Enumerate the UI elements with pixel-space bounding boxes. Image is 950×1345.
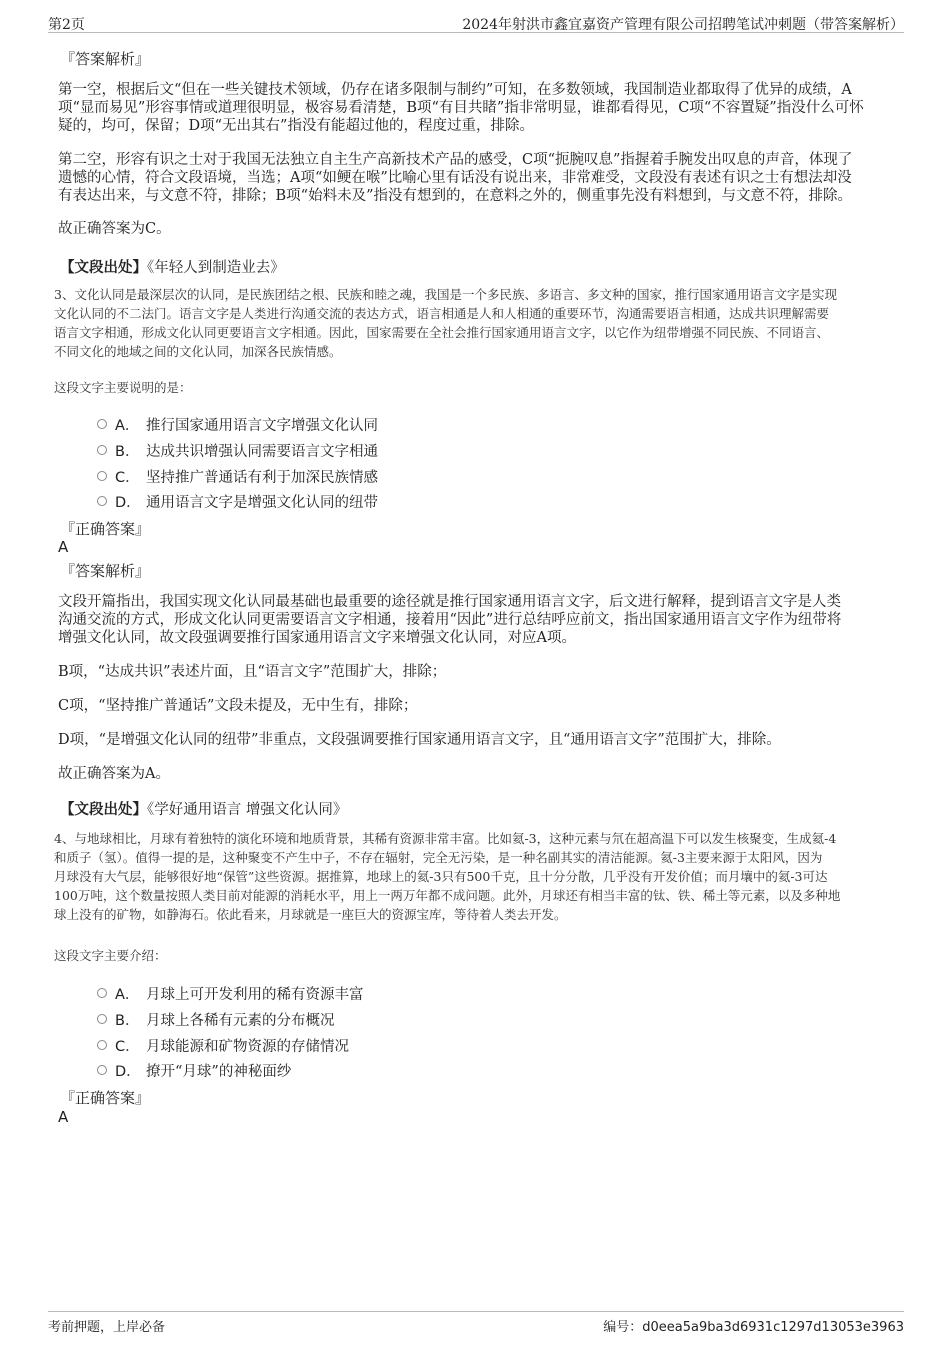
radio-button[interactable] [97, 1040, 107, 1050]
correct-answer-label: 『正确答案』 [60, 520, 151, 538]
option-letter: A． [115, 987, 140, 1003]
text-line: 球上没有的矿物，如静海石。依此看来，月球就是一座巨大的资源宝库，等待着人类去开发。 [54, 907, 567, 922]
text-line: 100万吨，这个数量按照人类目前对能源的消耗水平，用上一两万年都不成问题。此外，月球还有相当丰富的钛、铁、稀土等元素，以及多种地 [54, 888, 841, 903]
option-letter: B． [115, 1013, 140, 1029]
question-3-prompt: 这段文字主要说明的是： [54, 380, 192, 395]
text-line: 第二空，形容有识之士对于我国无法独立自主生产高新技术产品的感受，C项“扼腕叹息”指握着手腕发出叹息的声音，体现了 [58, 152, 853, 168]
option-text: 月球上可开发利用的稀有资源丰富 [146, 987, 364, 1003]
page-footer [48, 1311, 904, 1334]
radio-button[interactable] [97, 1065, 107, 1075]
text-line: 文化认同的不二法门。语言文字是人类进行沟通交流的表达方式，语言相通是人和人相通的重要环节，沟通需要语言相通，达成共识理解需要 [54, 306, 830, 321]
document-code [603, 1316, 904, 1335]
q3-analysis-c: C项，“坚持推广普通话”文段未提及，无中生有，排除； [58, 698, 418, 714]
option-text: 坚持推广普通话有利于加深民族情感 [146, 470, 378, 486]
page-number: 第2页 [48, 17, 85, 33]
text-line: 项“显而易见”形容事情或道理很明显，极容易看清楚，B项“有目共睹”指非常明显，谁都看得见，C项“不容置疑”指没什么可怀 [58, 100, 864, 116]
source-title: 《学好通用语言 增强文化认同》 [147, 802, 348, 818]
text-line: 文段开篇指出，我国实现文化认同最基础也最重要的途径就是推行国家通用语言文字，后文进行解释，提到语言文字是人类 [58, 594, 841, 610]
text-line: 遗憾的心情，符合文段语境，当选；A项“如鲠在喉”比喻心里有话没有说出来，非常难受，文段没有表述有识之士有想法却没 [58, 170, 852, 186]
code-value: d0eea5a9ba3d6931c1297d13053e3963 [642, 1320, 904, 1335]
page-header [48, 12, 904, 33]
option-letter: D． [115, 495, 141, 511]
source-line [60, 798, 347, 819]
text-line: 第一空，根据后文“但在一些关键技术领域，仍存在诸多限制与制约”可知，在多数领域，我国制造业都取得了优异的成绩，A [58, 82, 852, 98]
option-text: 推行国家通用语言文字增强文化认同 [146, 418, 378, 434]
question-4-prompt: 这段文字主要介绍： [54, 948, 167, 963]
question-3-text [54, 285, 837, 361]
conclusion: 故正确答案为C。 [58, 221, 171, 237]
option-text: 月球能源和矿物资源的存储情况 [146, 1039, 349, 1055]
analysis-label: 『答案解析』 [60, 50, 151, 68]
text-line: 语言文字相通，形成文化认同更要语言文字相通。因此，国家需要在全社会推行国家通用语言文字，以它作为纽带增强不同民族、不同语言、 [54, 325, 830, 340]
text-line: 4、与地球相比，月球有着独特的演化环境和地质背景，其稀有资源非常丰富。比如氦-3，这种元素与氘在超高温下可以发生核聚变，生成氦-4 [54, 831, 837, 846]
q3-analysis-d: D项，“是增强文化认同的纽带”非重点，文段强调要推行国家通用语言文字，且“通用语言文字”范围扩大，排除。 [58, 732, 781, 748]
radio-button[interactable] [97, 988, 107, 998]
option-text: 通用语言文字是增强文化认同的纽带 [146, 495, 378, 511]
source-label: 【文段出处】 [60, 259, 147, 276]
option-letter: B． [115, 444, 140, 460]
source-label: 【文段出处】 [60, 801, 147, 818]
radio-button[interactable] [97, 496, 107, 506]
q3-analysis-b: B项，“达成共识”表述片面，且“语言文字”范围扩大，排除； [58, 664, 447, 680]
option-letter: C． [115, 1039, 140, 1055]
correct-answer-value: A [58, 538, 69, 556]
option-letter: D． [115, 1064, 141, 1080]
option-letter: C． [115, 470, 140, 486]
correct-answer-label: 『正确答案』 [60, 1089, 151, 1107]
analysis-paragraph-2 [58, 151, 852, 205]
conclusion: 故正确答案为A。 [58, 766, 170, 782]
text-line: 月球没有大气层，能够很好地“保管”这些资源。据推算，地球上的氦-3只有500千克，且十分分散，几乎没有开发价值；而月壤中的氦-3可达 [54, 869, 828, 884]
code-label: 编号： [603, 1320, 643, 1335]
text-line: 不同文化的地域之间的文化认同，加深各民族情感。 [54, 344, 342, 359]
document-title: 2024年射洪市鑫宜嘉资产管理有限公司招聘笔试冲刺题（带答案解析） [462, 17, 904, 33]
option-text: 撩开“月球”的神秘面纱 [146, 1064, 292, 1080]
analysis-paragraph-1 [58, 81, 864, 135]
text-line: 沟通交流的方式，形成文化认同更需要语言文字相通，接着用“因此”进行总结呼应前文，指出国家通用语言文字作为纽带将 [58, 612, 842, 628]
radio-button[interactable] [97, 1014, 107, 1024]
text-line: 和质子（氢）。值得一提的是，这种聚变不产生中子，不存在辐射，完全无污染，是一种名副其实的清洁能源。氦-3主要来源于太阳风，因为 [54, 850, 823, 865]
source-title: 《年轻人到制造业去》 [147, 260, 285, 276]
radio-button[interactable] [97, 445, 107, 455]
option-text: 月球上各稀有元素的分布概况 [146, 1013, 335, 1029]
question-4-text [54, 829, 840, 924]
option-text: 达成共识增强认同需要语言文字相通 [146, 444, 378, 460]
analysis-label: 『答案解析』 [60, 562, 151, 580]
text-line: 疑的，均可，保留；D项“无出其右”指没有能超过他的，程度过重，排除。 [58, 118, 534, 134]
source-line [60, 256, 285, 277]
q3-analysis-paragraph [58, 593, 841, 647]
correct-answer-value: A [58, 1108, 69, 1126]
text-line: 3、文化认同是最深层次的认同，是民族团结之根、民族和睦之魂，我国是一个多民族、多语言、多文种的国家，推行国家通用语言文字是实现 [54, 287, 837, 302]
radio-button[interactable] [97, 471, 107, 481]
text-line: 有表达出来，与文意不符，排除；B项“始料未及”指没有想到的，在意料之外的，侧重事先没有料想到，与文意不符，排除。 [58, 188, 852, 204]
footer-slogan: 考前押题，上岸必备 [48, 1320, 166, 1335]
text-line: 增强文化认同，故文段强调要推行国家通用语言文字来增强文化认同，对应A项。 [58, 630, 576, 646]
option-letter: A． [115, 418, 140, 434]
radio-button[interactable] [97, 419, 107, 429]
